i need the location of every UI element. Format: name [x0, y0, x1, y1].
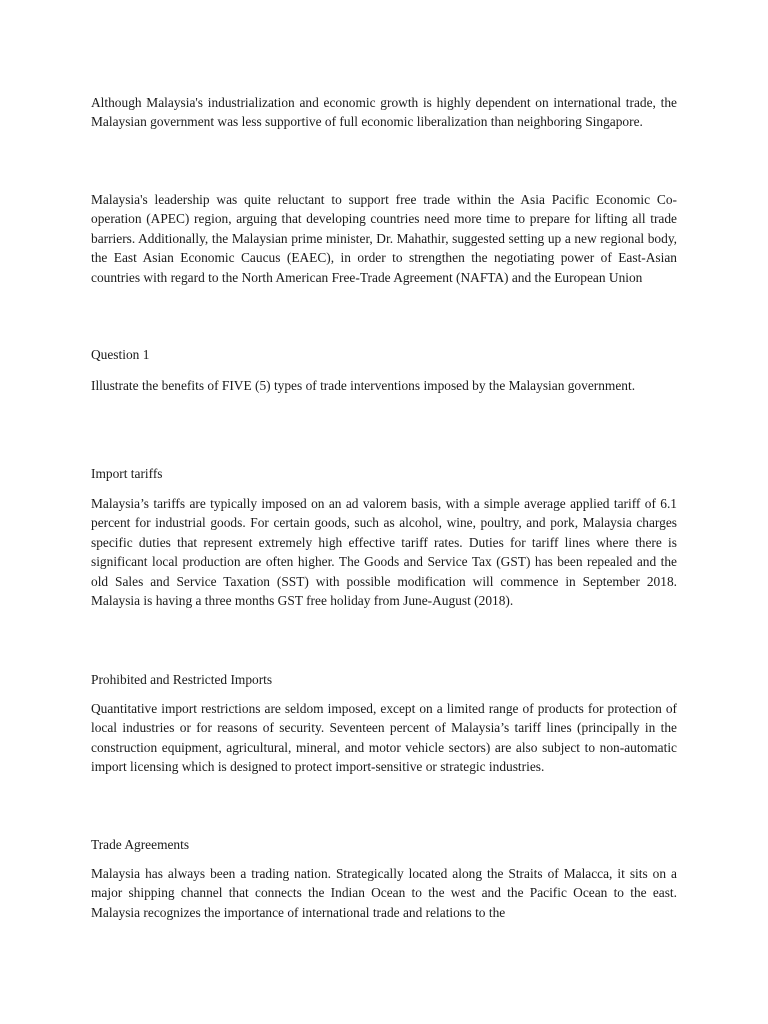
question-heading: Question 1 — [91, 347, 150, 362]
section-body-trade-agreements: Malaysia has always been a trading nation. Strategically located along the Straits of Malacca, it sits on a major shipping channel that connects the Indian Ocean to the west and the Pacific Ocean to the east. Malaysia recognizes the importance of international trade and relations to the — [91, 866, 677, 920]
section-heading-prohibited-imports: Prohibited and Restricted Imports — [91, 672, 273, 687]
section-body-import-tariffs: Malaysia’s tariffs are typically imposed on an ad valorem basis, with a simple average applied tariff of 6.1 percent for industrial goods. For certain goods, such as alcohol, wine, poultry, and pork, Malaysia charges specific duties that represent extremely high effective tariff rates. Duties for tariff lines where there is significant local production are often higher. The Goods and Service Tax (GST) has been repealed and the old Sales and Service Taxation (SST) with possible modification will commence in September 2018. Malaysia is having a three months GST free holiday from June-August (2018). — [91, 496, 677, 609]
section-heading-trade-agreements: Trade Agreements — [91, 837, 190, 852]
document-page — [91, 0, 677, 1024]
section-heading-import-tariffs: Import tariffs — [91, 466, 163, 481]
question-text: Illustrate the benefits of FIVE (5) types of trade interventions imposed by the Malaysian government. — [91, 378, 636, 393]
intro-paragraph-2: Malaysia's leadership was quite reluctant to support free trade within the Asia Pacific Economic Co-operation (APEC) region, arguing that developing countries need more time to prepare for lifting all trade barriers. Additionally, the Malaysian prime minister, Dr. Mahathir, suggested setting up a new regional body, the East Asian Economic Caucus (EAEC), in order to strengthen the negotiating power of East-Asian countries with regard to the North American Free-Trade Agreement (NAFTA) and the European Union — [91, 192, 677, 285]
section-body-prohibited-imports: Quantitative import restrictions are seldom imposed, except on a limited range of products for protection of local industries or for reasons of security. Seventeen percent of Malaysia’s tariff lines (principally in the construction equipment, agricultural, mineral, and motor vehicle sectors) are also subject to non-automatic import licensing which is designed to protect import-sensitive or strategic industries. — [91, 701, 677, 775]
intro-paragraph-1: Although Malaysia's industrialization and economic growth is highly dependent on international trade, the Malaysian government was less supportive of full economic liberalization than neighboring Singapore. — [91, 95, 677, 130]
